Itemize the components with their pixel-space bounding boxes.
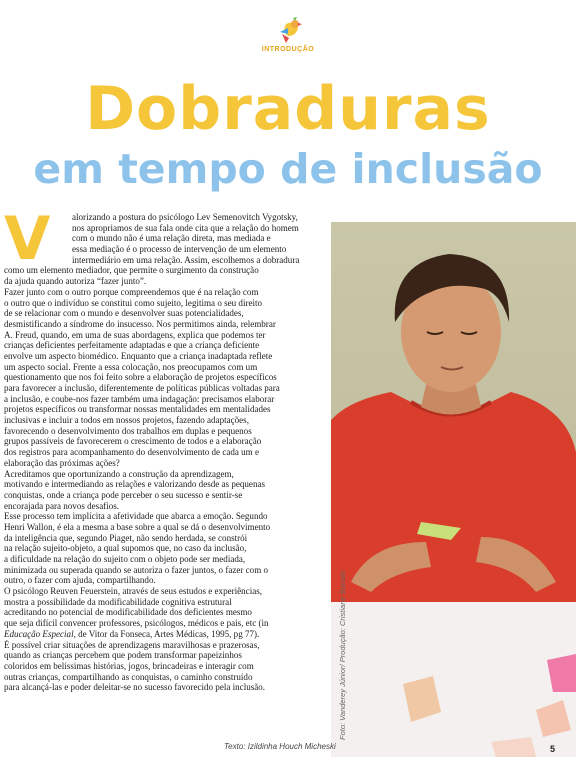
article-line: acreditando no potencial de modificabilidade dos deficientes mesmo (4, 607, 252, 618)
article-line: conquistas, onde a criança pode perceber o seu sucesso e sentir-se (4, 489, 243, 500)
article-line: favorecendo o desenvolvimento dos trabalhos em duplas e pequenos (4, 425, 252, 436)
article-line: questionamento que nos foi feito sobre a elaboração de projetos específicos (4, 372, 277, 383)
article-line: Henri Wallon, é ela a mesma a base sobre a qual se dá o desenvolvimento (4, 521, 271, 532)
article-line: intermediário em uma relação. Assim, escolhemos a dobradura (72, 254, 300, 265)
article-line: elaboração das próximas ações? (4, 457, 120, 468)
article-line: envolve um aspecto biomédico. Enquanto que a criança inadaptada reflete (4, 350, 273, 361)
article-line: quando as crianças percebem que podem transformar papeizinhos (4, 650, 242, 661)
author-credit: Texto: Izildinha Houch Micheski (224, 742, 336, 751)
article-line: crianças deficientes perfeitamente adaptadas e que a criança deficiente (4, 340, 260, 351)
article-line: A. Freud, quando, em uma de suas abordagens, explica que podemos ter (4, 329, 266, 340)
article-line: Esse processo tem implícita a afetividade que abarca a emoção. Segundo (4, 511, 268, 522)
title-main: Dobraduras (85, 74, 491, 144)
article-line: que seja difícil convencer professores, psicólogos, médicos e pais, etc (in (4, 618, 269, 629)
article-line: inclusivas e incluir a todos em nossos projetos, fazendo adaptações, (4, 415, 249, 426)
article-body (4, 212, 330, 693)
page-number: 5 (550, 744, 556, 754)
article-line: dos registros para acompanhamento do desenvolvimento de cada um e (4, 447, 259, 458)
article-line: projetos específicos ou transformar nossas mentalidades em mentalidades (4, 404, 271, 415)
article-line: da ajuda quando autoriza “fazer junto”. (4, 276, 147, 287)
article-line: É possível criar situações de aprendizagens maravilhosas e prazerosas, (4, 639, 260, 650)
photo-credit: Foto: Vanderey Júnior/ Produção: Cristiane Bonato (338, 570, 347, 740)
article-line: coloridos em belíssimas histórias, jogos, brincadeiras e interagir com (4, 660, 254, 671)
article-line: a inclusão, e coube-nos fazer também uma indagação: precisamos elaborar (4, 393, 275, 404)
article-line: para alcançá-las e poder deleitar-se no sucesso favorecido pela inclusão. (4, 682, 266, 693)
section-label: INTRODUÇÃO (261, 46, 315, 53)
article-line: encorajada para novos desafios. (4, 500, 120, 511)
article-line: Acreditamos que oportunizando a construção da aprendizagem, (4, 468, 234, 479)
article-line: da inteligência que, segundo Piaget, não sendo herdada, se constrói (4, 532, 248, 543)
article-line: um aspecto social. Frente a essa colocação, nos preocupamos com um (4, 361, 258, 372)
article-line: motivando e intermediando as relações e valorizando desde as pequenas (4, 479, 266, 490)
article-line: de se relacionar com o mundo e desenvolver suas potencialidades, (4, 308, 244, 319)
bird-logo-icon (276, 14, 302, 44)
article-line: grupos passíveis de favorecerem o crescimento de todos e a elaboração (4, 436, 262, 447)
drop-cap: V (4, 204, 51, 274)
title-sub: em tempo de inclusão (33, 145, 543, 193)
article-line: alorizando a postura do psicólogo Lev Semenovitch Vygotsky, (72, 212, 298, 222)
article-line: mostra a possibilidade da modificabilidade cognitiva estrutural (4, 596, 232, 607)
article-line: Fazer junto com o outro porque compreendemos que é na relação com (4, 286, 259, 297)
article-line: para favorecer a inclusão, diferentemente de políticas públicas voltadas para (4, 383, 280, 393)
article-line: na relação sujeito-objeto, a qual supomos que, no caso da inclusão, (4, 543, 247, 554)
article-line: a dificuldade na relação do sujeito com o objeto pode ser mediada, (4, 554, 246, 564)
article-line: desmistificando a síndrome do insucesso. Nos permitimos ainda, relembrar (4, 318, 276, 329)
article-line: outro, o fazer com ajuda, compartilhando. (4, 575, 156, 586)
article-line: outras crianças, compartilhando as conquistas, o caminho construído (4, 671, 253, 682)
article-line: minimizada ou superada quando se autoriza o fazer juntos, o fazer com o (4, 564, 269, 575)
photo-boy-folding-paper (331, 222, 576, 757)
article-line: O psicólogo Reuven Feuerstein, através de seus estudos e experiências, (4, 586, 263, 597)
article-line: Educação Especial, de Vitor da Fonseca, Artes Médicas, 1995, pg 77). (4, 628, 260, 639)
article-line: nos apropriamos de sua fala onde cita que a relação do homem (72, 222, 299, 233)
article-line: com o mundo não é uma relação direta, mas mediada e (72, 233, 271, 244)
article-line: o outro que o indivíduo se constitui como sujeito, legitima o seu direito (4, 297, 263, 308)
article-line: como um elemento mediador, que permite o surgimento da construção (4, 265, 259, 276)
article-line: essa mediação é o processo de intervenção de um elemento (72, 244, 287, 255)
